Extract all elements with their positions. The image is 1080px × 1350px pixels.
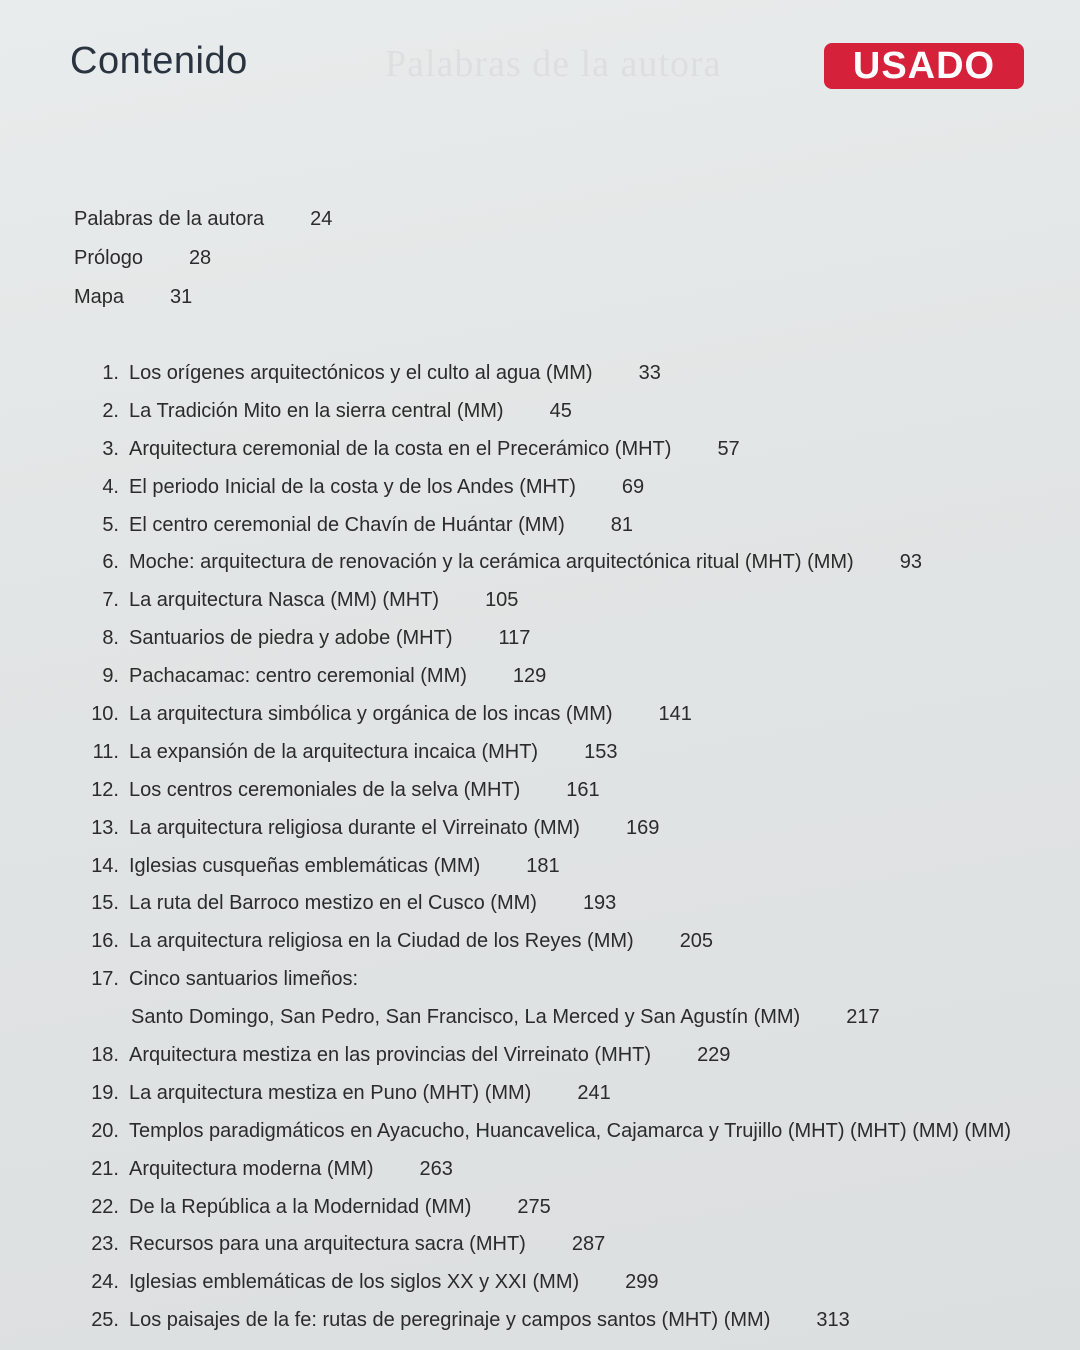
- chapter-number: 17.: [91, 968, 119, 991]
- chapter-title: Iglesias emblemáticas de los siglos XX y XXI (MM): [129, 1271, 580, 1294]
- chapter-number: 12.: [91, 778, 119, 801]
- chapter-title: Recursos para una arquitectura sacra (MHT): [129, 1233, 526, 1256]
- chapter-entry: [86, 772, 1056, 810]
- page-number: 205: [679, 930, 714, 953]
- chapter-title: Arquitectura ceremonial de la costa en el Precerámico (MHT): [129, 437, 672, 460]
- chapter-entry: [86, 582, 1056, 620]
- chapter-title: Arquitectura mestiza en las provincias del Virreinato (MHT): [129, 1044, 652, 1067]
- chapter-entry: [86, 810, 1056, 848]
- chapter-title: La Tradición Mito en la sierra central (MM): [129, 399, 504, 422]
- chapter-number: 1.: [102, 362, 119, 384]
- chapter-title: Arquitectura moderna (MM): [129, 1157, 374, 1180]
- front-matter-list: [74, 200, 332, 317]
- chapter-title: Los centros ceremoniales de la selva (MHT): [129, 778, 521, 801]
- page-number: 129: [512, 665, 547, 688]
- front-matter-item: [74, 239, 332, 278]
- page-number: 229: [697, 1044, 731, 1067]
- chapter-number: 19.: [91, 1081, 119, 1104]
- used-badge: USADO: [824, 43, 1024, 89]
- page-title: Contenido: [70, 40, 248, 82]
- chapter-entry: [86, 961, 1056, 999]
- chapter-entry: [86, 544, 1056, 582]
- chapter-number: 13.: [91, 816, 119, 839]
- chapter-title: Santo Domingo, San Pedro, San Francisco, La Merced y San Agustín (MM): [131, 1006, 801, 1029]
- page-number: 275: [517, 1195, 551, 1218]
- page-number: 217: [846, 1006, 880, 1029]
- chapter-title: El centro ceremonial de Chavín de Huántar (MM): [129, 513, 565, 536]
- chapter-number: 16.: [91, 930, 119, 953]
- chapter-number: 14.: [91, 854, 119, 877]
- chapter-number: 3.: [102, 437, 119, 460]
- page-number: 299: [625, 1271, 659, 1294]
- chapter-entry: [86, 1075, 1056, 1113]
- chapter-number: 8.: [102, 627, 119, 650]
- chapter-number: 21.: [91, 1157, 119, 1180]
- chapter-number: 10.: [91, 703, 119, 726]
- chapter-entry: [86, 1264, 1056, 1302]
- chapter-entry: [86, 885, 1056, 923]
- chapter-title: El periodo Inicial de la costa y de los Andes (MHT): [129, 475, 576, 498]
- chapter-number: 25.: [91, 1309, 119, 1332]
- chapter-title: La expansión de la arquitectura incaica (MHT): [129, 740, 539, 763]
- page-number: 161: [566, 778, 600, 801]
- chapter-title: Pachacamac: centro ceremonial (MM): [129, 665, 467, 688]
- page-number: 57: [717, 437, 740, 460]
- chapter-title: Iglesias cusqueñas emblemáticas (MM): [129, 854, 481, 877]
- chapter-entry: [86, 658, 1056, 696]
- bleed-through-text: [385, 42, 721, 86]
- chapter-list: [86, 355, 1056, 1340]
- chapter-entry: [86, 923, 1056, 961]
- chapter-entry: [86, 1189, 1056, 1227]
- front-matter-item: [74, 200, 332, 239]
- chapter-title: Moche: arquitectura de renovación y la cerámica arquitectónica ritual (MHT) (MM): [129, 551, 854, 574]
- page-number: 69: [621, 475, 645, 498]
- page-number: 117: [498, 627, 531, 650]
- chapter-entry: [86, 355, 1056, 393]
- chapter-number: 15.: [91, 892, 119, 915]
- front-matter-label: Palabras de la autora: [74, 208, 265, 230]
- page-number: 263: [419, 1157, 453, 1180]
- page-number: 31: [170, 286, 193, 308]
- page-number: 45: [549, 399, 572, 422]
- chapter-number: 20.: [91, 1119, 119, 1142]
- chapter-entry: [86, 469, 1056, 507]
- page-number: 93: [899, 551, 922, 574]
- page-number: 153: [584, 740, 618, 763]
- chapter-entry: [86, 1113, 1056, 1151]
- chapter-number: 11.: [92, 740, 119, 763]
- chapter-number: 4.: [102, 475, 119, 498]
- front-matter-item: [74, 278, 332, 317]
- chapter-number: 2.: [102, 399, 119, 422]
- chapter-title: Los paisajes de la fe: rutas de peregrinaje y campos santos (MHT) (MM): [129, 1309, 771, 1332]
- page-number: 28: [188, 247, 212, 269]
- chapter-title: De la República a la Modernidad (MM): [129, 1195, 472, 1218]
- page-number: 141: [658, 703, 692, 726]
- page-number: 81: [610, 513, 633, 536]
- page-number: 24: [310, 208, 333, 230]
- page-number: 169: [625, 816, 660, 839]
- front-matter-label: Prólogo: [74, 247, 143, 269]
- chapter-entry: [86, 620, 1056, 658]
- page-number: 241: [577, 1081, 611, 1104]
- chapter-number: 22.: [91, 1195, 119, 1218]
- page-number: 287: [571, 1233, 606, 1256]
- chapter-title: La arquitectura religiosa en la Ciudad de los Reyes (MM): [129, 930, 634, 953]
- chapter-entry: [86, 696, 1056, 734]
- chapter-entry: [86, 734, 1056, 772]
- chapter-number: 6.: [102, 551, 119, 574]
- chapter-entry: [86, 848, 1056, 886]
- page-number: 33: [638, 362, 661, 384]
- chapter-number: 7.: [102, 589, 119, 612]
- page-number: 193: [582, 892, 617, 915]
- page-number: 105: [485, 589, 519, 612]
- chapter-title: La arquitectura simbólica y orgánica de los incas (MM): [129, 703, 613, 726]
- chapter-entry: [86, 1226, 1056, 1264]
- chapter-entry: [86, 1302, 1056, 1340]
- chapter-title: Los orígenes arquitectónicos y el culto al agua (MM): [129, 362, 593, 384]
- chapter-title: Templos paradigmáticos en Ayacucho, Huancavelica, Cajamarca y Trujillo (MHT) (MHT) (MM) (MM): [129, 1119, 1012, 1142]
- chapter-number: 23.: [91, 1233, 119, 1256]
- chapter-title: Cinco santuarios limeños:: [129, 968, 358, 991]
- chapter-title: Santuarios de piedra y adobe (MHT): [129, 627, 453, 650]
- chapter-title: La ruta del Barroco mestizo en el Cusco (MM): [129, 892, 537, 915]
- chapter-entry: [86, 393, 1056, 431]
- chapter-entry: [86, 1151, 1056, 1189]
- chapter-number: 18.: [91, 1044, 119, 1067]
- chapter-entry: [86, 507, 1056, 545]
- chapter-number: 9.: [102, 665, 119, 688]
- page-number: 181: [526, 854, 560, 877]
- chapter-entry: [86, 999, 1056, 1037]
- chapter-number: 5.: [102, 513, 119, 536]
- chapter-title: La arquitectura religiosa durante el Virreinato (MM): [129, 816, 580, 839]
- chapter-title: La arquitectura mestiza en Puno (MHT) (MM): [129, 1081, 532, 1104]
- chapter-entry: [86, 431, 1056, 469]
- chapter-entry: [86, 1037, 1056, 1075]
- front-matter-label: Mapa: [74, 286, 125, 308]
- chapter-title: La arquitectura Nasca (MM) (MHT): [129, 589, 440, 612]
- page-number: 313: [816, 1309, 850, 1332]
- chapter-number: 24.: [91, 1271, 119, 1294]
